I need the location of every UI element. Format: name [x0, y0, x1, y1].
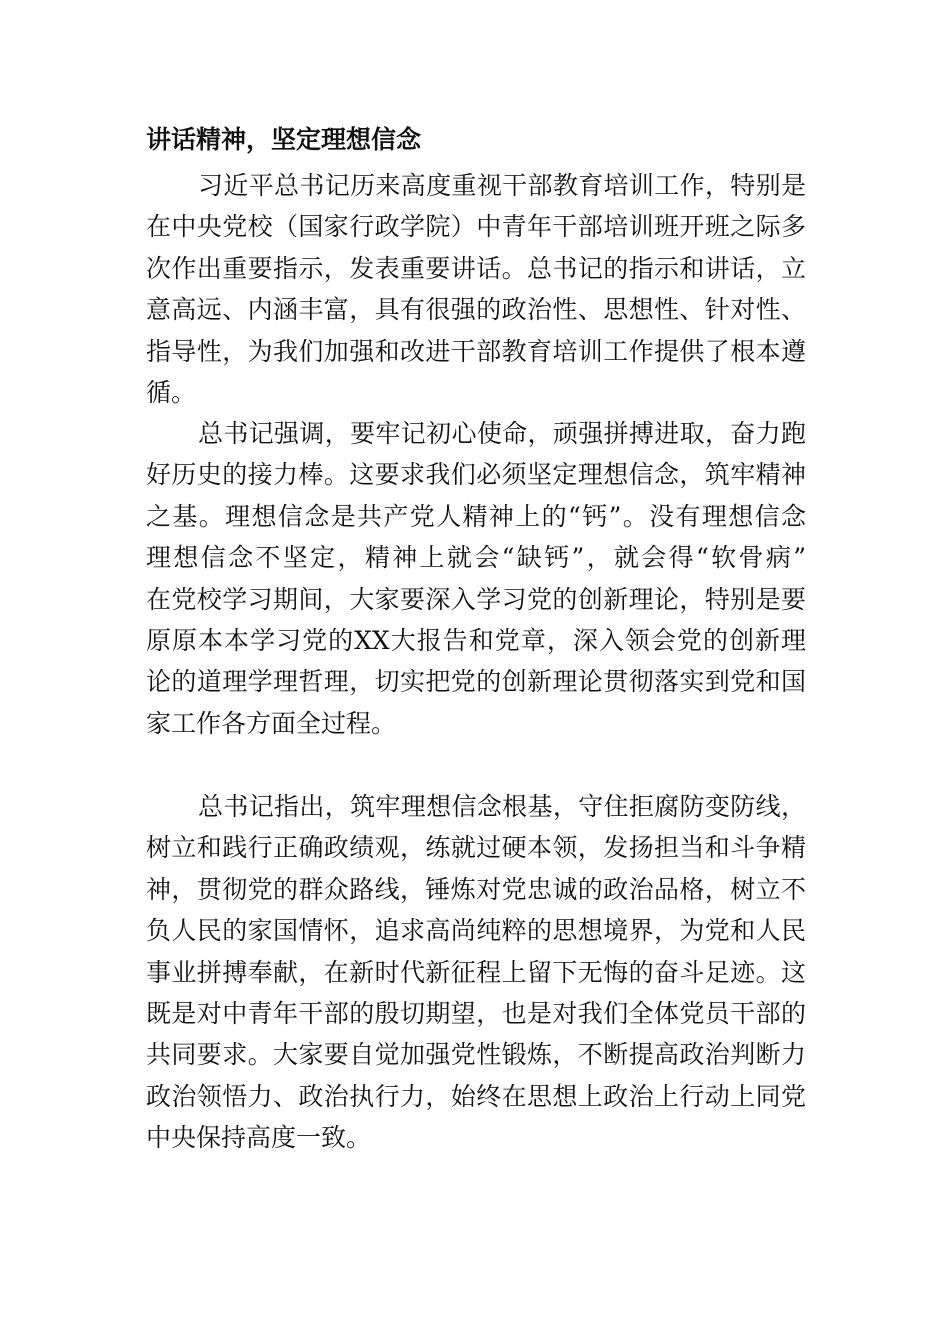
text-line: 总书记指出，筑牢理想信念根基，守住拒腐防变防线， — [198, 792, 806, 821]
text-line: 负人民的家国情怀，追求高尚纯粹的思想境界，为党和人民 — [146, 916, 806, 946]
text-line: 理想信念不坚定，精神上就会“缺钙”，就会得“软骨病” — [146, 543, 807, 573]
section-heading: 讲话精神，坚定理想信念 — [146, 125, 422, 154]
text-line: 论的道理学理哲理，切实把党的创新理论贯彻落实到党和国 — [146, 667, 806, 697]
text-line: 之基。理想信念是共产党人精神上的“钙”。没有理想信念 — [146, 501, 806, 531]
paragraph-3 — [146, 786, 806, 1159]
text-line: 指导性，为我们加强和改进干部教育培训工作提供了根本遵 — [146, 336, 806, 366]
paragraph-2 — [146, 413, 806, 744]
text-line: 中央保持高度一致。 — [146, 1123, 372, 1153]
text-line: 家工作各方面全过程。 — [146, 708, 397, 738]
text-line: 政治领悟力、政治执行力，始终在思想上政治上行动上同党 — [146, 1081, 806, 1111]
text-line: 意高远、内涵丰富，具有很强的政治性、思想性、针对性、 — [146, 295, 806, 325]
text-line: 原原本本学习党的XX大报告和党章，深入领会党的创新理 — [146, 625, 806, 655]
text-line: 既是对中青年干部的殷切期望，也是对我们全体党员干部的 — [146, 998, 806, 1028]
text-line: 在中央党校（国家行政学院）中青年干部培训班开班之际多 — [146, 212, 806, 242]
text-line: 次作出重要指示，发表重要讲话。总书记的指示和讲话，立 — [146, 253, 806, 283]
text-line: 在党校学习期间，大家要深入学习党的创新理论，特别是要 — [146, 584, 806, 614]
paragraph-1 — [146, 165, 806, 413]
text-line: 神，贯彻党的群众路线，锤炼对党忠诚的政治品格，树立不 — [146, 874, 806, 904]
text-line: 好历史的接力棒。这要求我们必须坚定理想信念，筑牢精神 — [146, 460, 806, 490]
text-line: 树立和践行正确政绩观，练就过硬本领，发扬担当和斗争精 — [146, 833, 806, 863]
text-line: 习近平总书记历来高度重视干部教育培训工作，特别是 — [198, 171, 806, 200]
text-line: 总书记强调，要牢记初心使命，顽强拼搏进取，奋力跑 — [198, 419, 806, 448]
text-line: 循。 — [146, 377, 197, 407]
text-line: 共同要求。大家要自觉加强党性锻炼，不断提高政治判断力 — [146, 1040, 806, 1070]
text-line: 事业拼搏奉献，在新时代新征程上留下无悔的奋斗足迹。这 — [146, 957, 806, 987]
